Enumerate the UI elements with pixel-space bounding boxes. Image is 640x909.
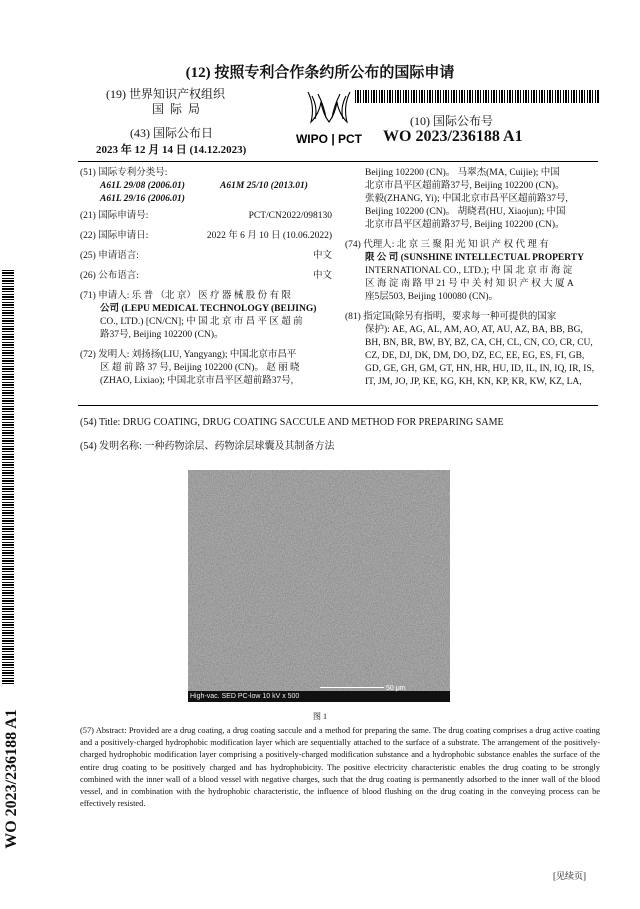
figure-caption: 图 1	[313, 712, 327, 721]
inventor-line: 北京市昌平区超前路37号, Beijing 102200 (CN)。	[365, 181, 565, 191]
title-chinese: (54) 发明名称: 一种药物涂层、药物涂层球囊及其制备方法	[80, 441, 335, 452]
inventor-line: Beijing 102200 (CN)。 胡晓君(HU, Xiaojun); 中国	[365, 207, 566, 217]
agent-line: 区 海 淀 南 路 甲 21 号 中 关 村 知 识 产 权 大 厦 A	[365, 279, 574, 289]
inventor-line: 北京市昌平区超前路37号, Beijing 102200 (CN)。	[365, 220, 565, 230]
pub-number-label: (10) 国际公布号	[410, 114, 493, 128]
applicant-line: 公司 (LEPU MEDICAL TECHNOLOGY (BEIJING)	[100, 304, 317, 314]
app-number: PCT/CN2022/098130	[248, 211, 332, 221]
designated-states-line: 保护): AE, AG, AL, AM, AO, AT, AU, AZ, BA, BB, BG,	[365, 325, 583, 335]
title-divider	[78, 405, 598, 406]
pub-number: WO 2023/236188 A1	[383, 128, 523, 145]
side-pub-number: WO 2023/236188 A1	[3, 709, 20, 849]
designated-states-line: BH, BN, BR, BW, BY, BZ, CA, CH, CL, CN, CO, CR, CU,	[365, 338, 593, 348]
inventor-line: Beijing 102200 (CN)。 马翠杰(MA, Cuijie); 中国	[365, 168, 560, 178]
designated-states-line: (81) 指定国(除另有指明，要求每一种可提供的国家	[345, 312, 557, 322]
applicant-line: 路37号, Beijing 102200 (CN)。	[100, 330, 224, 340]
sem-micrograph	[188, 470, 450, 702]
biblio-left	[80, 167, 332, 392]
sem-info-bar	[188, 685, 450, 702]
designated-states-line: IT, JM, JO, JP, KE, KG, KH, KN, KP, KR, KW, KZ, LA,	[365, 377, 582, 387]
ipc-code: A61L 29/08 (2006.01)	[100, 181, 185, 191]
inventor-line: 张毅(ZHANG, Yi); 中国北京市昌平区超前路37号,	[365, 194, 568, 204]
app-number-label: (21) 国际申请号:	[80, 211, 149, 221]
designated-states-line: GD, GE, GH, GM, GT, HN, HR, HU, ID, IL, IN, IQ, IR, IS,	[365, 364, 595, 374]
designated-states-line: CZ, DE, DJ, DK, DM, DO, DZ, EC, EE, EG, ES, FI, GB,	[365, 351, 585, 361]
agent-line: 限 公 司 (SUNSHINE INTELLECTUAL PROPERTY	[365, 253, 584, 263]
barcode	[355, 90, 600, 103]
inventor-line: (72) 发明人: 刘扬扬(LIU, Yangyang); 中国北京市昌平	[80, 350, 297, 360]
inventor-line: (ZHAO, Lixiao); 中国北京市昌平区超前路37号,	[100, 376, 294, 386]
pub-date: 2023 年 12 月 14 日 (14.12.2023)	[96, 144, 247, 156]
ipc-label: (51) 国际专利分类号:	[80, 168, 168, 178]
title-english: (54) Title: DRUG COATING, DRUG COATING SACCULE AND METHOD FOR PREPARING SAME	[80, 417, 504, 428]
agent-line: (74) 代理人: 北 京 三 聚 阳 光 知 识 产 权 代 理 有	[345, 240, 549, 250]
header-divider	[78, 161, 598, 162]
agent-line: INTERNATIONAL CO., LTD.); 中 国 北 京 市 海 淀	[365, 266, 573, 276]
organization-name: (19) 世界知识产权组织	[106, 87, 225, 101]
filing-date-label: (22) 国际申请日:	[80, 231, 149, 241]
applicant-line: (71) 申请人: 乐 普 （北 京） 医 疗 器 械 股 份 有 限	[80, 291, 291, 301]
scale-label: 50 μm	[386, 685, 406, 692]
filing-language-label: (25) 申请语言:	[80, 251, 139, 261]
sem-parameters: High-vac. SED PC-low 10 kV x 500	[190, 693, 300, 700]
side-barcode	[2, 270, 14, 685]
document-title: (12) 按照专利合作条约所公布的国际申请	[185, 65, 455, 81]
bureau-name: 国际局	[152, 102, 207, 116]
pub-date-label: (43) 国际公布日	[130, 126, 213, 140]
scale-bar	[320, 687, 384, 688]
pub-language: 中文	[312, 271, 332, 281]
wipo-logo	[294, 86, 364, 150]
inventor-line: 区 超 前 路 37 号, Beijing 102200 (CN)。 赵 丽 晓	[100, 363, 300, 373]
filing-date: 2022 年 6 月 10 日 (10.06.2022)	[206, 231, 332, 241]
pub-language-label: (26) 公布语言:	[80, 271, 139, 281]
ipc-code: A61L 29/16 (2006.01)	[100, 194, 185, 204]
applicant-line: CO., LTD.) [CN/CN]; 中 国 北 京 市 昌 平 区 超 前	[100, 317, 303, 327]
biblio-right	[345, 167, 600, 392]
continued-note: [见续页]	[553, 871, 586, 881]
ipc-code: A61M 25/10 (2013.01)	[220, 181, 308, 191]
filing-language: 中文	[312, 251, 332, 261]
abstract: (57) Abstract: Provided are a drug coating, a drug coating saccule and a method for preparing the same. The drug coating comprises a drug active coating and a positively-charged hydrophobic modification layer which are sequentially attached to the surface of a substrate. The arrangement of the positively-charged hydrophobic modification layer comprising a positively-charged modification substance and a hydrophobic substance enables the surface of the entire drug coating to be positively charged and has hydrophobicity. The positive electricity characteristic enables the drug coating to be strongly combined with the inner wall of a blood vessel with negative charges, such that the drug coating is permanently adsorbed to the inner wall of the blood vessel, and in combination with the hydrophobic characteristic, the influence of blood flushing on the drug coating in the conveying process can be effectively resisted.	[80, 726, 600, 809]
logo-wordmark: WIPO | PCT	[295, 132, 363, 146]
agent-line: 座5层503, Beijing 100080 (CN)。	[365, 292, 498, 302]
